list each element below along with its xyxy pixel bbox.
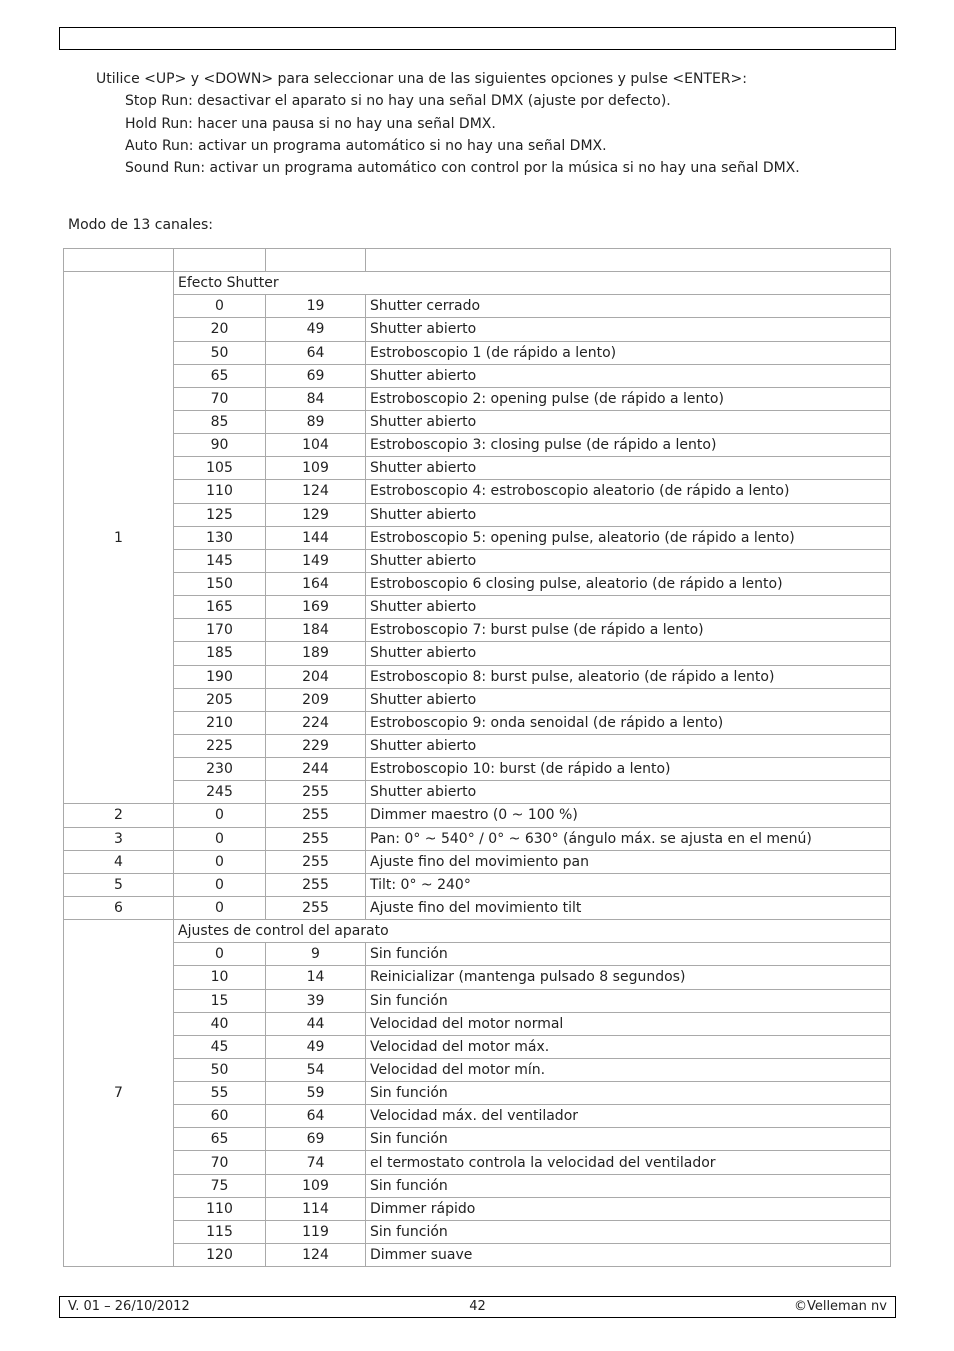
table-row xyxy=(64,804,891,827)
table-row xyxy=(64,711,891,734)
range-to-cell: 49 xyxy=(266,318,366,341)
channel-number-cell: 6 xyxy=(64,896,174,919)
channel-number-cell: 3 xyxy=(64,827,174,850)
range-to-cell: 109 xyxy=(266,457,366,480)
range-to-cell: 169 xyxy=(266,596,366,619)
range-from-cell: 85 xyxy=(174,410,266,433)
function-cell: Shutter abierto xyxy=(366,688,891,711)
function-cell: Shutter abierto xyxy=(366,503,891,526)
function-cell: Tilt: 0° ~ 240° xyxy=(366,873,891,896)
range-to-cell: 64 xyxy=(266,341,366,364)
function-cell: Shutter abierto xyxy=(366,596,891,619)
table-row xyxy=(64,688,891,711)
range-from-cell: 115 xyxy=(174,1220,266,1243)
function-cell: Shutter abierto xyxy=(366,457,891,480)
range-to-cell: 255 xyxy=(266,804,366,827)
range-to-cell: 104 xyxy=(266,434,366,457)
header-cell-function xyxy=(366,249,891,272)
table-row xyxy=(64,989,891,1012)
table-row xyxy=(64,1012,891,1035)
intro-text xyxy=(96,68,800,179)
function-cell: Sin función xyxy=(366,1128,891,1151)
function-cell: el termostato controla la velocidad del ventilador xyxy=(366,1151,891,1174)
function-cell: Estroboscopio 2: opening pulse (de rápido a lento) xyxy=(366,387,891,410)
range-from-cell: 0 xyxy=(174,295,266,318)
range-from-cell: 190 xyxy=(174,665,266,688)
table-row xyxy=(64,1197,891,1220)
range-to-cell: 14 xyxy=(266,966,366,989)
range-to-cell: 164 xyxy=(266,572,366,595)
range-from-cell: 105 xyxy=(174,457,266,480)
table-row xyxy=(64,896,891,919)
function-cell: Dimmer suave xyxy=(366,1244,891,1267)
page-footer xyxy=(59,1296,896,1318)
header-cell-from xyxy=(174,249,266,272)
range-to-cell: 109 xyxy=(266,1174,366,1197)
range-from-cell: 60 xyxy=(174,1105,266,1128)
range-from-cell: 0 xyxy=(174,804,266,827)
range-from-cell: 145 xyxy=(174,549,266,572)
function-cell: Shutter cerrado xyxy=(366,295,891,318)
header-cell-to xyxy=(266,249,366,272)
range-to-cell: 204 xyxy=(266,665,366,688)
range-from-cell: 40 xyxy=(174,1012,266,1035)
table-row xyxy=(64,734,891,757)
range-from-cell: 75 xyxy=(174,1174,266,1197)
range-from-cell: 15 xyxy=(174,989,266,1012)
function-cell: Estroboscopio 1 (de rápido a lento) xyxy=(366,341,891,364)
table-row xyxy=(64,457,891,480)
function-cell: Ajuste fino del movimiento tilt xyxy=(366,896,891,919)
channel-number-cell: 7 xyxy=(64,920,174,1267)
range-from-cell: 205 xyxy=(174,688,266,711)
range-to-cell: 119 xyxy=(266,1220,366,1243)
channel-number-cell: 1 xyxy=(64,272,174,804)
table-row xyxy=(64,1105,891,1128)
table-row xyxy=(64,781,891,804)
range-to-cell: 244 xyxy=(266,758,366,781)
range-to-cell: 129 xyxy=(266,503,366,526)
mode-label: Modo de 13 canales: xyxy=(68,217,214,233)
channel-title-cell: Ajustes de control del aparato xyxy=(174,920,891,943)
range-from-cell: 50 xyxy=(174,1058,266,1081)
footer-copyright: ©Velleman nv xyxy=(793,1299,887,1314)
table-row xyxy=(64,434,891,457)
function-cell: Estroboscopio 4: estroboscopio aleatorio (de rápido a lento) xyxy=(366,480,891,503)
function-cell: Shutter abierto xyxy=(366,410,891,433)
range-to-cell: 89 xyxy=(266,410,366,433)
table-row xyxy=(64,850,891,873)
table-row xyxy=(64,1128,891,1151)
table-row xyxy=(64,387,891,410)
option-hold-run: Hold Run: hacer una pausa si no hay una señal DMX. xyxy=(125,115,496,132)
range-from-cell: 10 xyxy=(174,966,266,989)
function-cell: Shutter abierto xyxy=(366,318,891,341)
range-from-cell: 55 xyxy=(174,1082,266,1105)
range-to-cell: 255 xyxy=(266,850,366,873)
function-cell: Velocidad del motor normal xyxy=(366,1012,891,1035)
range-from-cell: 20 xyxy=(174,318,266,341)
table-row xyxy=(64,873,891,896)
table-row xyxy=(64,318,891,341)
table-row xyxy=(64,1244,891,1267)
function-cell: Sin función xyxy=(366,943,891,966)
range-from-cell: 110 xyxy=(174,1197,266,1220)
range-to-cell: 84 xyxy=(266,387,366,410)
range-to-cell: 69 xyxy=(266,1128,366,1151)
table-row xyxy=(64,341,891,364)
table-row xyxy=(64,642,891,665)
table-row xyxy=(64,665,891,688)
function-cell: Shutter abierto xyxy=(366,549,891,572)
table-row xyxy=(64,295,891,318)
range-from-cell: 65 xyxy=(174,364,266,387)
channel-number-cell: 2 xyxy=(64,804,174,827)
range-to-cell: 255 xyxy=(266,896,366,919)
range-to-cell: 184 xyxy=(266,619,366,642)
table-header-row xyxy=(64,249,891,272)
range-from-cell: 120 xyxy=(174,1244,266,1267)
range-from-cell: 225 xyxy=(174,734,266,757)
function-cell: Sin función xyxy=(366,989,891,1012)
function-cell: Estroboscopio 6 closing pulse, aleatorio (de rápido a lento) xyxy=(366,572,891,595)
range-to-cell: 114 xyxy=(266,1197,366,1220)
table-row xyxy=(64,1035,891,1058)
function-cell: Estroboscopio 5: opening pulse, aleatorio (de rápido a lento) xyxy=(366,526,891,549)
function-cell: Shutter abierto xyxy=(366,734,891,757)
range-from-cell: 245 xyxy=(174,781,266,804)
page-header-box xyxy=(59,27,896,50)
range-to-cell: 19 xyxy=(266,295,366,318)
function-cell: Sin función xyxy=(366,1220,891,1243)
function-cell: Sin función xyxy=(366,1174,891,1197)
function-cell: Estroboscopio 10: burst (de rápido a lento) xyxy=(366,758,891,781)
range-from-cell: 230 xyxy=(174,758,266,781)
option-auto-run: Auto Run: activar un programa automático si no hay una señal DMX. xyxy=(125,137,607,154)
range-from-cell: 0 xyxy=(174,850,266,873)
option-stop-run: Stop Run: desactivar el aparato si no hay una señal DMX (ajuste por defecto). xyxy=(125,93,671,110)
range-from-cell: 90 xyxy=(174,434,266,457)
range-from-cell: 125 xyxy=(174,503,266,526)
function-cell: Reinicializar (mantenga pulsado 8 segundos) xyxy=(366,966,891,989)
range-from-cell: 110 xyxy=(174,480,266,503)
range-from-cell: 0 xyxy=(174,873,266,896)
range-from-cell: 185 xyxy=(174,642,266,665)
table-row xyxy=(64,364,891,387)
footer-page-number: 42 xyxy=(469,1299,486,1314)
range-to-cell: 255 xyxy=(266,781,366,804)
function-cell: Estroboscopio 9: onda senoidal (de rápido a lento) xyxy=(366,711,891,734)
table-row xyxy=(64,1174,891,1197)
table-row xyxy=(64,758,891,781)
table-row xyxy=(64,549,891,572)
range-to-cell: 44 xyxy=(266,1012,366,1035)
table-row xyxy=(64,572,891,595)
table-row xyxy=(64,920,891,943)
function-cell: Dimmer maestro (0 ~ 100 %) xyxy=(366,804,891,827)
range-to-cell: 144 xyxy=(266,526,366,549)
option-sound-run: Sound Run: activar un programa automático con control por la música si no hay una señal DMX. xyxy=(125,160,800,177)
function-cell: Shutter abierto xyxy=(366,642,891,665)
header-cell-channel xyxy=(64,249,174,272)
range-to-cell: 124 xyxy=(266,480,366,503)
range-from-cell: 70 xyxy=(174,387,266,410)
footer-version: V. 01 – 26/10/2012 xyxy=(68,1299,190,1314)
table-row xyxy=(64,1058,891,1081)
range-to-cell: 59 xyxy=(266,1082,366,1105)
function-cell: Velocidad del motor mín. xyxy=(366,1058,891,1081)
range-to-cell: 149 xyxy=(266,549,366,572)
range-to-cell: 54 xyxy=(266,1058,366,1081)
dmx-channel-table xyxy=(63,248,891,1267)
table-row xyxy=(64,1220,891,1243)
table-row xyxy=(64,480,891,503)
range-to-cell: 74 xyxy=(266,1151,366,1174)
range-from-cell: 150 xyxy=(174,572,266,595)
channel-number-cell: 5 xyxy=(64,873,174,896)
range-to-cell: 255 xyxy=(266,827,366,850)
range-from-cell: 45 xyxy=(174,1035,266,1058)
range-to-cell: 64 xyxy=(266,1105,366,1128)
range-from-cell: 210 xyxy=(174,711,266,734)
range-to-cell: 224 xyxy=(266,711,366,734)
table-row xyxy=(64,503,891,526)
range-to-cell: 255 xyxy=(266,873,366,896)
function-cell: Estroboscopio 7: burst pulse (de rápido a lento) xyxy=(366,619,891,642)
function-cell: Velocidad máx. del ventilador xyxy=(366,1105,891,1128)
range-from-cell: 0 xyxy=(174,896,266,919)
range-to-cell: 209 xyxy=(266,688,366,711)
range-from-cell: 70 xyxy=(174,1151,266,1174)
function-cell: Ajuste fino del movimiento pan xyxy=(366,850,891,873)
table-row xyxy=(64,596,891,619)
function-cell: Velocidad del motor máx. xyxy=(366,1035,891,1058)
function-cell: Pan: 0° ~ 540° / 0° ~ 630° (ángulo máx. se ajusta en el menú) xyxy=(366,827,891,850)
intro-instruction: Utilice <UP> y <DOWN> para seleccionar una de las siguientes opciones y pulse <ENTER>: xyxy=(96,71,747,87)
table-row xyxy=(64,966,891,989)
function-cell: Shutter abierto xyxy=(366,781,891,804)
channel-number-cell: 4 xyxy=(64,850,174,873)
function-cell: Shutter abierto xyxy=(366,364,891,387)
range-from-cell: 165 xyxy=(174,596,266,619)
range-to-cell: 9 xyxy=(266,943,366,966)
range-to-cell: 189 xyxy=(266,642,366,665)
table-row xyxy=(64,1151,891,1174)
function-cell: Estroboscopio 8: burst pulse, aleatorio (de rápido a lento) xyxy=(366,665,891,688)
table-row xyxy=(64,1082,891,1105)
table-row xyxy=(64,410,891,433)
table-row xyxy=(64,526,891,549)
range-to-cell: 124 xyxy=(266,1244,366,1267)
function-cell: Dimmer rápido xyxy=(366,1197,891,1220)
range-from-cell: 0 xyxy=(174,943,266,966)
range-from-cell: 130 xyxy=(174,526,266,549)
function-cell: Sin función xyxy=(366,1082,891,1105)
channel-title-cell: Efecto Shutter xyxy=(174,272,891,295)
table-row xyxy=(64,272,891,295)
table-row xyxy=(64,943,891,966)
range-to-cell: 69 xyxy=(266,364,366,387)
range-to-cell: 229 xyxy=(266,734,366,757)
range-from-cell: 65 xyxy=(174,1128,266,1151)
function-cell: Estroboscopio 3: closing pulse (de rápido a lento) xyxy=(366,434,891,457)
range-from-cell: 50 xyxy=(174,341,266,364)
table-row xyxy=(64,827,891,850)
table-row xyxy=(64,619,891,642)
range-to-cell: 39 xyxy=(266,989,366,1012)
range-from-cell: 170 xyxy=(174,619,266,642)
range-from-cell: 0 xyxy=(174,827,266,850)
range-to-cell: 49 xyxy=(266,1035,366,1058)
